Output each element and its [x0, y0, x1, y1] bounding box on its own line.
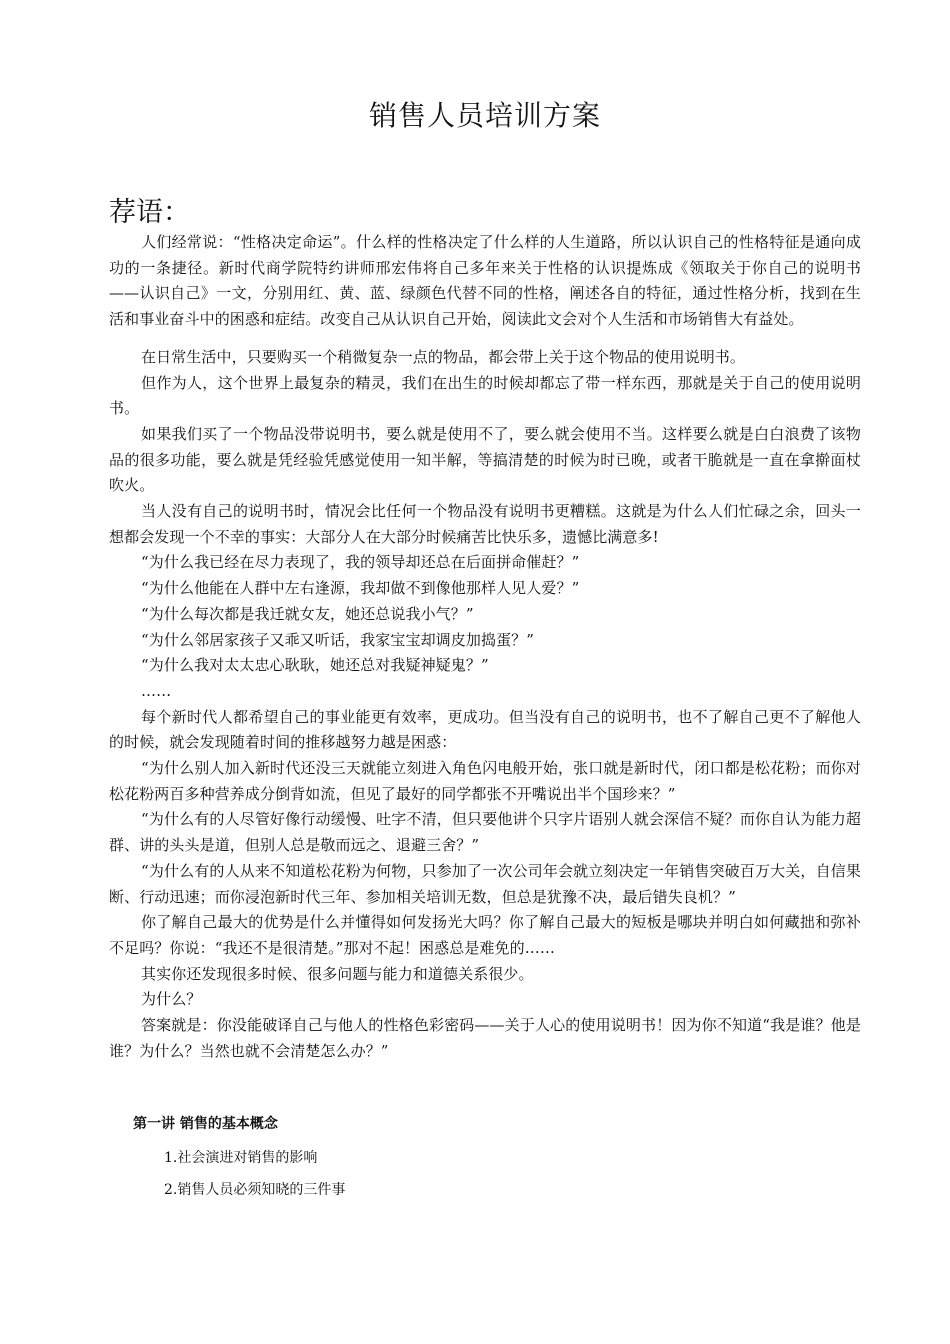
paragraph: 为什么？ [141, 990, 202, 1009]
document-body [109, 230, 861, 1065]
paragraph: 当人没有自己的说明书时，情况会比任何一个物品没有说明书更糟糕。这就是为什么人们忙碌之余，回头一想都会发现一个不幸的事实：大部分人在大部分时候痛苦比快乐多，遗憾比满意多! [109, 502, 861, 546]
paragraph: “为什么有的人尽管好像行动缓慢、吐字不清，但只要他讲个只字片语别人就会深信不疑？而你自认为能力超群、讲的头头是道，但别人总是敬而远之、退避三舍？” [109, 810, 861, 855]
paragraph: 其实你还发现很多时候、很多问题与能力和道德关系很少。 [141, 964, 534, 983]
paragraph: 在日常生活中，只要购买一个稍微复杂一点的物品，都会带上关于这个物品的使用说明书。 [141, 347, 746, 366]
lecture-item: 2.销售人员必须知晓的三件事 [164, 1182, 346, 1198]
document-title: 销售人员培训方案 [368, 99, 601, 132]
paragraph: “为什么别人加入新时代还没三天就能立刻进入角色闪电般开始，张口就是新时代，闭口都是松花粉；而你对松花粉两百多种营养成分倒背如流，但见了最好的同学都张不开嘴说出半个国珍来？” [109, 759, 861, 803]
lecture-heading: 第一讲 销售的基本概念 [133, 1116, 278, 1132]
paragraph: “为什么我已经在尽力表现了，我的领导却还总在后面拼命催赶？” [141, 553, 580, 572]
intro-heading: 荐语： [109, 197, 190, 228]
paragraph: 每个新时代人都希望自己的事业能更有效率，更成功。但当没有自己的说明书，也不了解自己更不了解他人的时候，就会发现随着时间的推移越努力越是困惑： [109, 707, 861, 752]
lecture-item: 1.社会演进对销售的影响 [164, 1150, 318, 1166]
lecture-outline [133, 1112, 853, 1200]
paragraph: “为什么有的人从来不知道松花粉为何物，只参加了一次公司年会就立刻决定一年销售突破百万大关，自信果断、行动迅速；而你浸泡新时代三年、参加相关培训无数，但总是犹豫不决，最后错失良机？” [109, 861, 861, 906]
paragraph: 如果我们买了一个物品没带说明书，要么就是使用不了，要么就会使用不当。这样要么就是白白浪费了该物品的很多功能，要么就是凭经验凭感觉使用一知半解，等搞清楚的时候为时已晚，或者干脆就是一直在拿擀面杖吹火。 [109, 424, 861, 495]
paragraph: 答案就是：你没能破译自己与他人的性格色彩密码——关于人心的使用说明书！因为你不知道“我是谁？他是谁？为什么？当然也就不会清楚怎么办？” [109, 1016, 861, 1060]
paragraph: 但作为人，这个世界上最复杂的精灵，我们在出生的时候却都忘了带一样东西，那就是关于自己的使用说明书。 [109, 373, 861, 418]
paragraph: “为什么他能在人群中左右逢源，我却做不到像他那样人见人爱？” [141, 579, 580, 598]
paragraph: 人们经常说：“性格决定命运”。什么样的性格决定了什么样的人生道路，所以认识自己的性格特征是通向成功的一条捷径。新时代商学院特约讲师邢宏伟将自己多年来关于性格的认识提炼成《领取关于你自己的说明书——认识自己》一文，分别用红、黄、蓝、绿颜色代替不同的性格，阐述各自的特征，通过性格分析，找到在生活和事业奋斗中的困惑和症结。改变自己从认识自己开始，阅读此文会对个人生活和市场销售大有益处。 [109, 233, 861, 329]
paragraph: …… [141, 681, 172, 700]
paragraph: “为什么每次都是我迁就女友，她还总说我小气？” [141, 604, 474, 623]
paragraph: “为什么邻居家孩子又乖又听话，我家宝宝却调皮加捣蛋？” [141, 630, 535, 649]
paragraph: “为什么我对太太忠心耿耿，她还总对我疑神疑鬼？” [141, 656, 489, 675]
paragraph: 你了解自己最大的优势是什么并懂得如何发扬光大吗？你了解自己最大的短板是哪块并明白如何藏拙和弥补不足吗？你说：“我还不是很清楚。”那对不起！困惑总是难免的…… [109, 913, 861, 957]
